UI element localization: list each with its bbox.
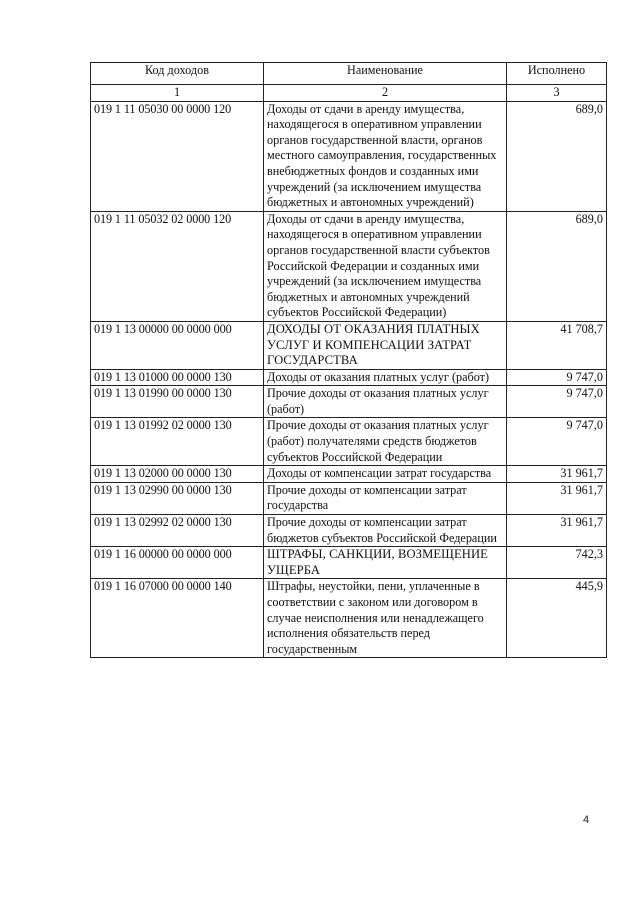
revenue-name: ШТРАФЫ, САНКЦИИ, ВОЗМЕЩЕНИЕ УЩЕРБА (264, 547, 507, 579)
revenue-code: 019 1 16 07000 00 0000 140 (91, 579, 264, 658)
header-name: Наименование (264, 63, 507, 85)
executed-amount: 689,0 (507, 101, 607, 211)
table-row (91, 482, 607, 514)
table-row (91, 466, 607, 483)
executed-amount: 9 747,0 (507, 369, 607, 386)
column-number: 2 (264, 85, 507, 102)
revenue-code: 019 1 13 00000 00 0000 000 (91, 321, 264, 369)
revenue-code: 019 1 13 02000 00 0000 130 (91, 466, 264, 483)
executed-amount: 9 747,0 (507, 418, 607, 466)
revenue-code: 019 1 13 01990 00 0000 130 (91, 386, 264, 418)
column-number: 1 (91, 85, 264, 102)
revenue-name: Штрафы, неустойки, пени, уплаченные в соответствии с законом или договором в случае неисполнения или ненадлежащего исполнения обязательств перед государственным (264, 579, 507, 658)
revenue-table (90, 62, 607, 658)
column-number: 3 (507, 85, 607, 102)
table-row (91, 547, 607, 579)
table-row (91, 418, 607, 466)
table-row (91, 101, 607, 211)
revenue-code: 019 1 13 01000 00 0000 130 (91, 369, 264, 386)
revenue-name: Доходы от сдачи в аренду имущества, находящегося в оперативном управлении органов государственной власти, органов местного самоуправления, государственных внебюджетных фондов и созданных ими учреждений (за исключением имущества бюджетных и автономных учреждений) (264, 101, 507, 211)
revenue-name: ДОХОДЫ ОТ ОКАЗАНИЯ ПЛАТНЫХ УСЛУГ И КОМПЕНСАЦИИ ЗАТРАТ ГОСУДАРСТВА (264, 321, 507, 369)
table-row (91, 321, 607, 369)
column-number-row (91, 85, 607, 102)
revenue-name: Доходы от компенсации затрат государства (264, 466, 507, 483)
revenue-code: 019 1 13 01992 02 0000 130 (91, 418, 264, 466)
executed-amount: 742,3 (507, 547, 607, 579)
header-revenue-code: Код доходов (91, 63, 264, 85)
revenue-code: 019 1 11 05032 02 0000 120 (91, 211, 264, 321)
table-row (91, 386, 607, 418)
revenue-name: Прочие доходы от компенсации затрат государства (264, 482, 507, 514)
table-header-row (91, 63, 607, 85)
table-row (91, 211, 607, 321)
revenue-name: Прочие доходы от компенсации затрат бюджетов субъектов Российской Федерации (264, 515, 507, 547)
executed-amount: 9 747,0 (507, 386, 607, 418)
revenue-code: 019 1 16 00000 00 0000 000 (91, 547, 264, 579)
table-row (91, 579, 607, 658)
revenue-name: Доходы от сдачи в аренду имущества, находящегося в оперативном управлении органов государственной власти субъектов Российской Федерации и созданных ими учреждений (за исключением имущества бюджетных и автономных учреждений субъектов Российской Федерации) (264, 211, 507, 321)
revenue-code: 019 1 13 02990 00 0000 130 (91, 482, 264, 514)
executed-amount: 689,0 (507, 211, 607, 321)
executed-amount: 41 708,7 (507, 321, 607, 369)
revenue-code: 019 1 13 02992 02 0000 130 (91, 515, 264, 547)
executed-amount: 445,9 (507, 579, 607, 658)
executed-amount: 31 961,7 (507, 482, 607, 514)
executed-amount: 31 961,7 (507, 466, 607, 483)
revenue-name: Прочие доходы от оказания платных услуг (работ) (264, 386, 507, 418)
revenue-name: Прочие доходы от оказания платных услуг (работ) получателями средств бюджетов субъектов Российской Федерации (264, 418, 507, 466)
page-number: 4 (583, 814, 590, 826)
revenue-code: 019 1 11 05030 00 0000 120 (91, 101, 264, 211)
header-executed: Исполнено (507, 63, 607, 85)
revenue-name: Доходы от оказания платных услуг (работ) (264, 369, 507, 386)
executed-amount: 31 961,7 (507, 515, 607, 547)
table-row (91, 369, 607, 386)
table-row (91, 515, 607, 547)
